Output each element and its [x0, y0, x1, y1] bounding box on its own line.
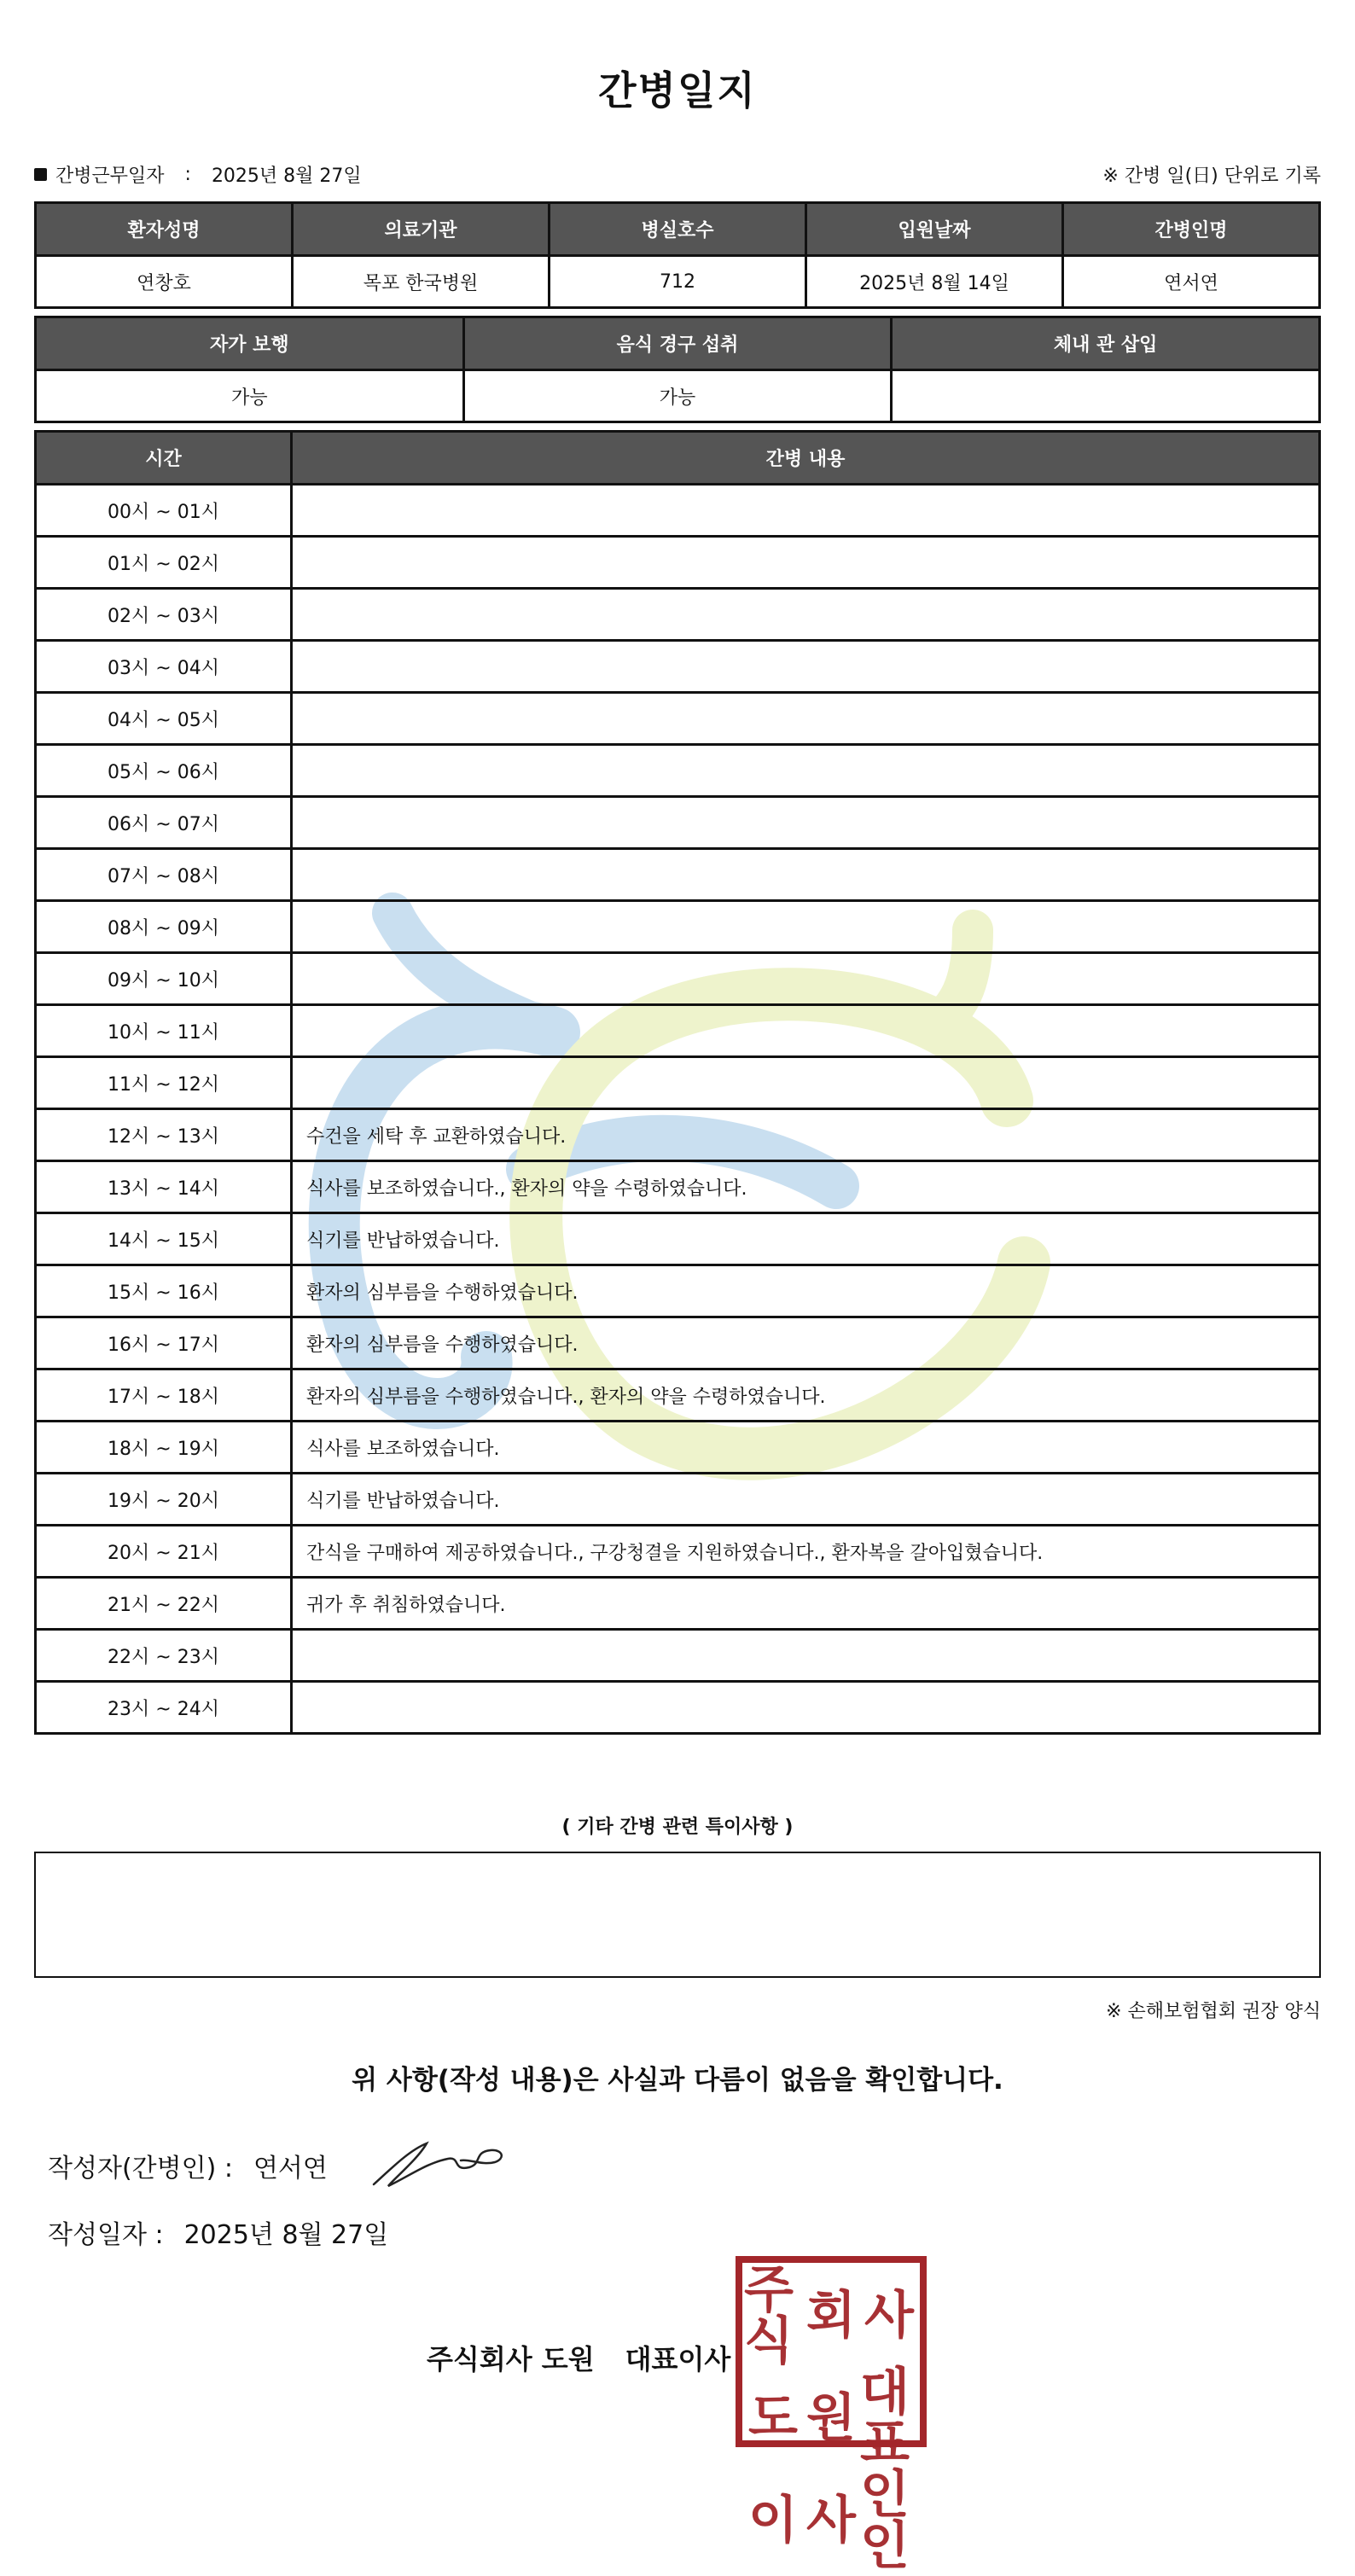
- status-header-cell: 체내 관 삽입: [892, 317, 1320, 370]
- time-cell: 19시 ~ 20시: [36, 1474, 292, 1526]
- work-date-value: 2025년 8월 27일: [211, 165, 362, 187]
- square-bullet-icon: [34, 168, 47, 181]
- content-cell: [292, 849, 1320, 901]
- time-cell: 10시 ~ 11시: [36, 1005, 292, 1057]
- content-cell: 환자의 심부름을 수행하였습니다., 환자의 약을 수령하였습니다.: [292, 1369, 1320, 1422]
- company-signoff: [427, 2338, 730, 2377]
- table-row: [36, 641, 1320, 693]
- content-cell: [292, 1005, 1320, 1057]
- table-row: [36, 953, 1320, 1005]
- company-seal-icon: [734, 2254, 928, 2576]
- content-column-header: 간병 내용: [292, 432, 1320, 485]
- content-cell: [292, 589, 1320, 641]
- table-row: [36, 1265, 1320, 1317]
- table-row: [36, 1213, 1320, 1265]
- table-row: [36, 745, 1320, 797]
- time-cell: 14시 ~ 15시: [36, 1213, 292, 1265]
- table-row: [36, 589, 1320, 641]
- time-cell: 01시 ~ 02시: [36, 537, 292, 589]
- representative-title: 대표이사: [625, 2343, 731, 2375]
- table-row: [36, 1578, 1320, 1630]
- table-row: [36, 1474, 1320, 1526]
- time-cell: 23시 ~ 24시: [36, 1682, 292, 1734]
- notes-label: ( 기타 간병 관련 특이사항 ): [561, 1817, 794, 1838]
- info-value-row: [36, 256, 1320, 308]
- content-cell: [292, 641, 1320, 693]
- standard-form-note: ※ 손해보험협회 권장 양식: [1106, 2001, 1321, 2022]
- seal-lettering: 주식 회 사 도 원 대표 이 사 인인: [744, 2260, 914, 2576]
- time-cell: 12시 ~ 13시: [36, 1109, 292, 1161]
- unit-note: ※ 간병 일(日) 단위로 기록: [1102, 165, 1321, 187]
- content-cell: [292, 1630, 1320, 1682]
- table-row: [36, 1630, 1320, 1682]
- time-cell: 20시 ~ 21시: [36, 1526, 292, 1578]
- info-header-cell: 의료기관: [293, 203, 550, 256]
- time-cell: 04시 ~ 05시: [36, 693, 292, 745]
- time-cell: 16시 ~ 17시: [36, 1317, 292, 1369]
- content-cell: 귀가 후 취침하였습니다.: [292, 1578, 1320, 1630]
- caregiver-name: 연서연: [1063, 256, 1320, 308]
- signature-icon: [367, 2133, 512, 2193]
- admission-date: 2025년 8월 14일: [806, 256, 1063, 308]
- page-title: 간병일지: [598, 67, 757, 113]
- table-row: [36, 1422, 1320, 1474]
- content-cell: 식기를 반납하였습니다.: [292, 1213, 1320, 1265]
- content-cell: 환자의 심부름을 수행하였습니다.: [292, 1317, 1320, 1369]
- writer-label: 작성자(간병인) :: [48, 2154, 233, 2183]
- work-date-label: 간병근무일자: [55, 165, 165, 187]
- info-header-cell: 병실호수: [550, 203, 806, 256]
- content-cell: [292, 953, 1320, 1005]
- status-header-cell: 자가 보행: [36, 317, 464, 370]
- company-name: 주식회사 도원: [427, 2343, 595, 2375]
- content-cell: [292, 693, 1320, 745]
- table-row: [36, 693, 1320, 745]
- content-cell: [292, 797, 1320, 849]
- medical-institution: 목포 한국병원: [293, 256, 550, 308]
- info-header-cell: 간병인명: [1063, 203, 1320, 256]
- content-cell: [292, 901, 1320, 953]
- table-row: [36, 1526, 1320, 1578]
- status-value-row: [36, 370, 1320, 422]
- patient-status-table: [34, 316, 1321, 423]
- content-cell: 식사를 보조하였습니다.: [292, 1422, 1320, 1474]
- content-cell: [292, 1682, 1320, 1734]
- table-row: [36, 485, 1320, 537]
- care-log-table: [34, 430, 1321, 1735]
- content-cell: [292, 485, 1320, 537]
- time-cell: 05시 ~ 06시: [36, 745, 292, 797]
- time-cell: 07시 ~ 08시: [36, 849, 292, 901]
- status-header-cell: 음식 경구 섭취: [463, 317, 892, 370]
- time-cell: 13시 ~ 14시: [36, 1161, 292, 1213]
- time-cell: 15시 ~ 16시: [36, 1265, 292, 1317]
- log-header-row: [36, 432, 1320, 485]
- time-cell: 22시 ~ 23시: [36, 1630, 292, 1682]
- written-date-label: 작성일자 :: [48, 2220, 164, 2250]
- work-date: [34, 161, 362, 188]
- content-cell: 수건을 세탁 후 교환하였습니다.: [292, 1109, 1320, 1161]
- work-date-separator: :: [184, 163, 191, 185]
- time-cell: 17시 ~ 18시: [36, 1369, 292, 1422]
- time-cell: 21시 ~ 22시: [36, 1578, 292, 1630]
- writer-name: 연서연: [253, 2154, 328, 2183]
- care-log-document: [34, 0, 1321, 2576]
- written-date-value: 2025년 8월 27일: [183, 2220, 389, 2250]
- tube-insertion-value: [892, 370, 1320, 422]
- time-cell: 02시 ~ 03시: [36, 589, 292, 641]
- writer-row: [48, 2147, 328, 2184]
- status-header-row: [36, 317, 1320, 370]
- table-row: [36, 1109, 1320, 1161]
- room-number: 712: [550, 256, 806, 308]
- self-walking-value: 가능: [36, 370, 464, 422]
- table-row: [36, 537, 1320, 589]
- patient-info-table: [34, 201, 1321, 309]
- time-cell: 06시 ~ 07시: [36, 797, 292, 849]
- table-row: [36, 1682, 1320, 1734]
- content-cell: [292, 1057, 1320, 1109]
- table-row: [36, 1057, 1320, 1109]
- time-cell: 09시 ~ 10시: [36, 953, 292, 1005]
- table-row: [36, 901, 1320, 953]
- content-cell: 식기를 반납하였습니다.: [292, 1474, 1320, 1526]
- table-row: [36, 797, 1320, 849]
- content-cell: 환자의 심부름을 수행하였습니다.: [292, 1265, 1320, 1317]
- table-row: [36, 1369, 1320, 1422]
- info-header-cell: 환자성명: [36, 203, 293, 256]
- info-header-cell: 입원날짜: [806, 203, 1063, 256]
- written-date-row: [48, 2213, 388, 2251]
- table-row: [36, 1005, 1320, 1057]
- table-row: [36, 849, 1320, 901]
- oral-intake-value: 가능: [463, 370, 892, 422]
- notes-box: [34, 1852, 1321, 1978]
- time-cell: 08시 ~ 09시: [36, 901, 292, 953]
- time-cell: 11시 ~ 12시: [36, 1057, 292, 1109]
- content-cell: [292, 537, 1320, 589]
- info-header-row: [36, 203, 1320, 256]
- time-cell: 18시 ~ 19시: [36, 1422, 292, 1474]
- confirmation-statement: 위 사항(작성 내용)은 사실과 다름이 없음을 확인합니다.: [352, 2065, 1003, 2096]
- time-cell: 03시 ~ 04시: [36, 641, 292, 693]
- patient-name: 연창호: [36, 256, 293, 308]
- content-cell: [292, 745, 1320, 797]
- meta-row: [34, 159, 1321, 189]
- time-cell: 00시 ~ 01시: [36, 485, 292, 537]
- time-column-header: 시간: [36, 432, 292, 485]
- content-cell: 간식을 구매하여 제공하였습니다., 구강청결을 지원하였습니다., 환자복을 갈아입혔습니다.: [292, 1526, 1320, 1578]
- table-row: [36, 1161, 1320, 1213]
- content-cell: 식사를 보조하였습니다., 환자의 약을 수령하였습니다.: [292, 1161, 1320, 1213]
- table-row: [36, 1317, 1320, 1369]
